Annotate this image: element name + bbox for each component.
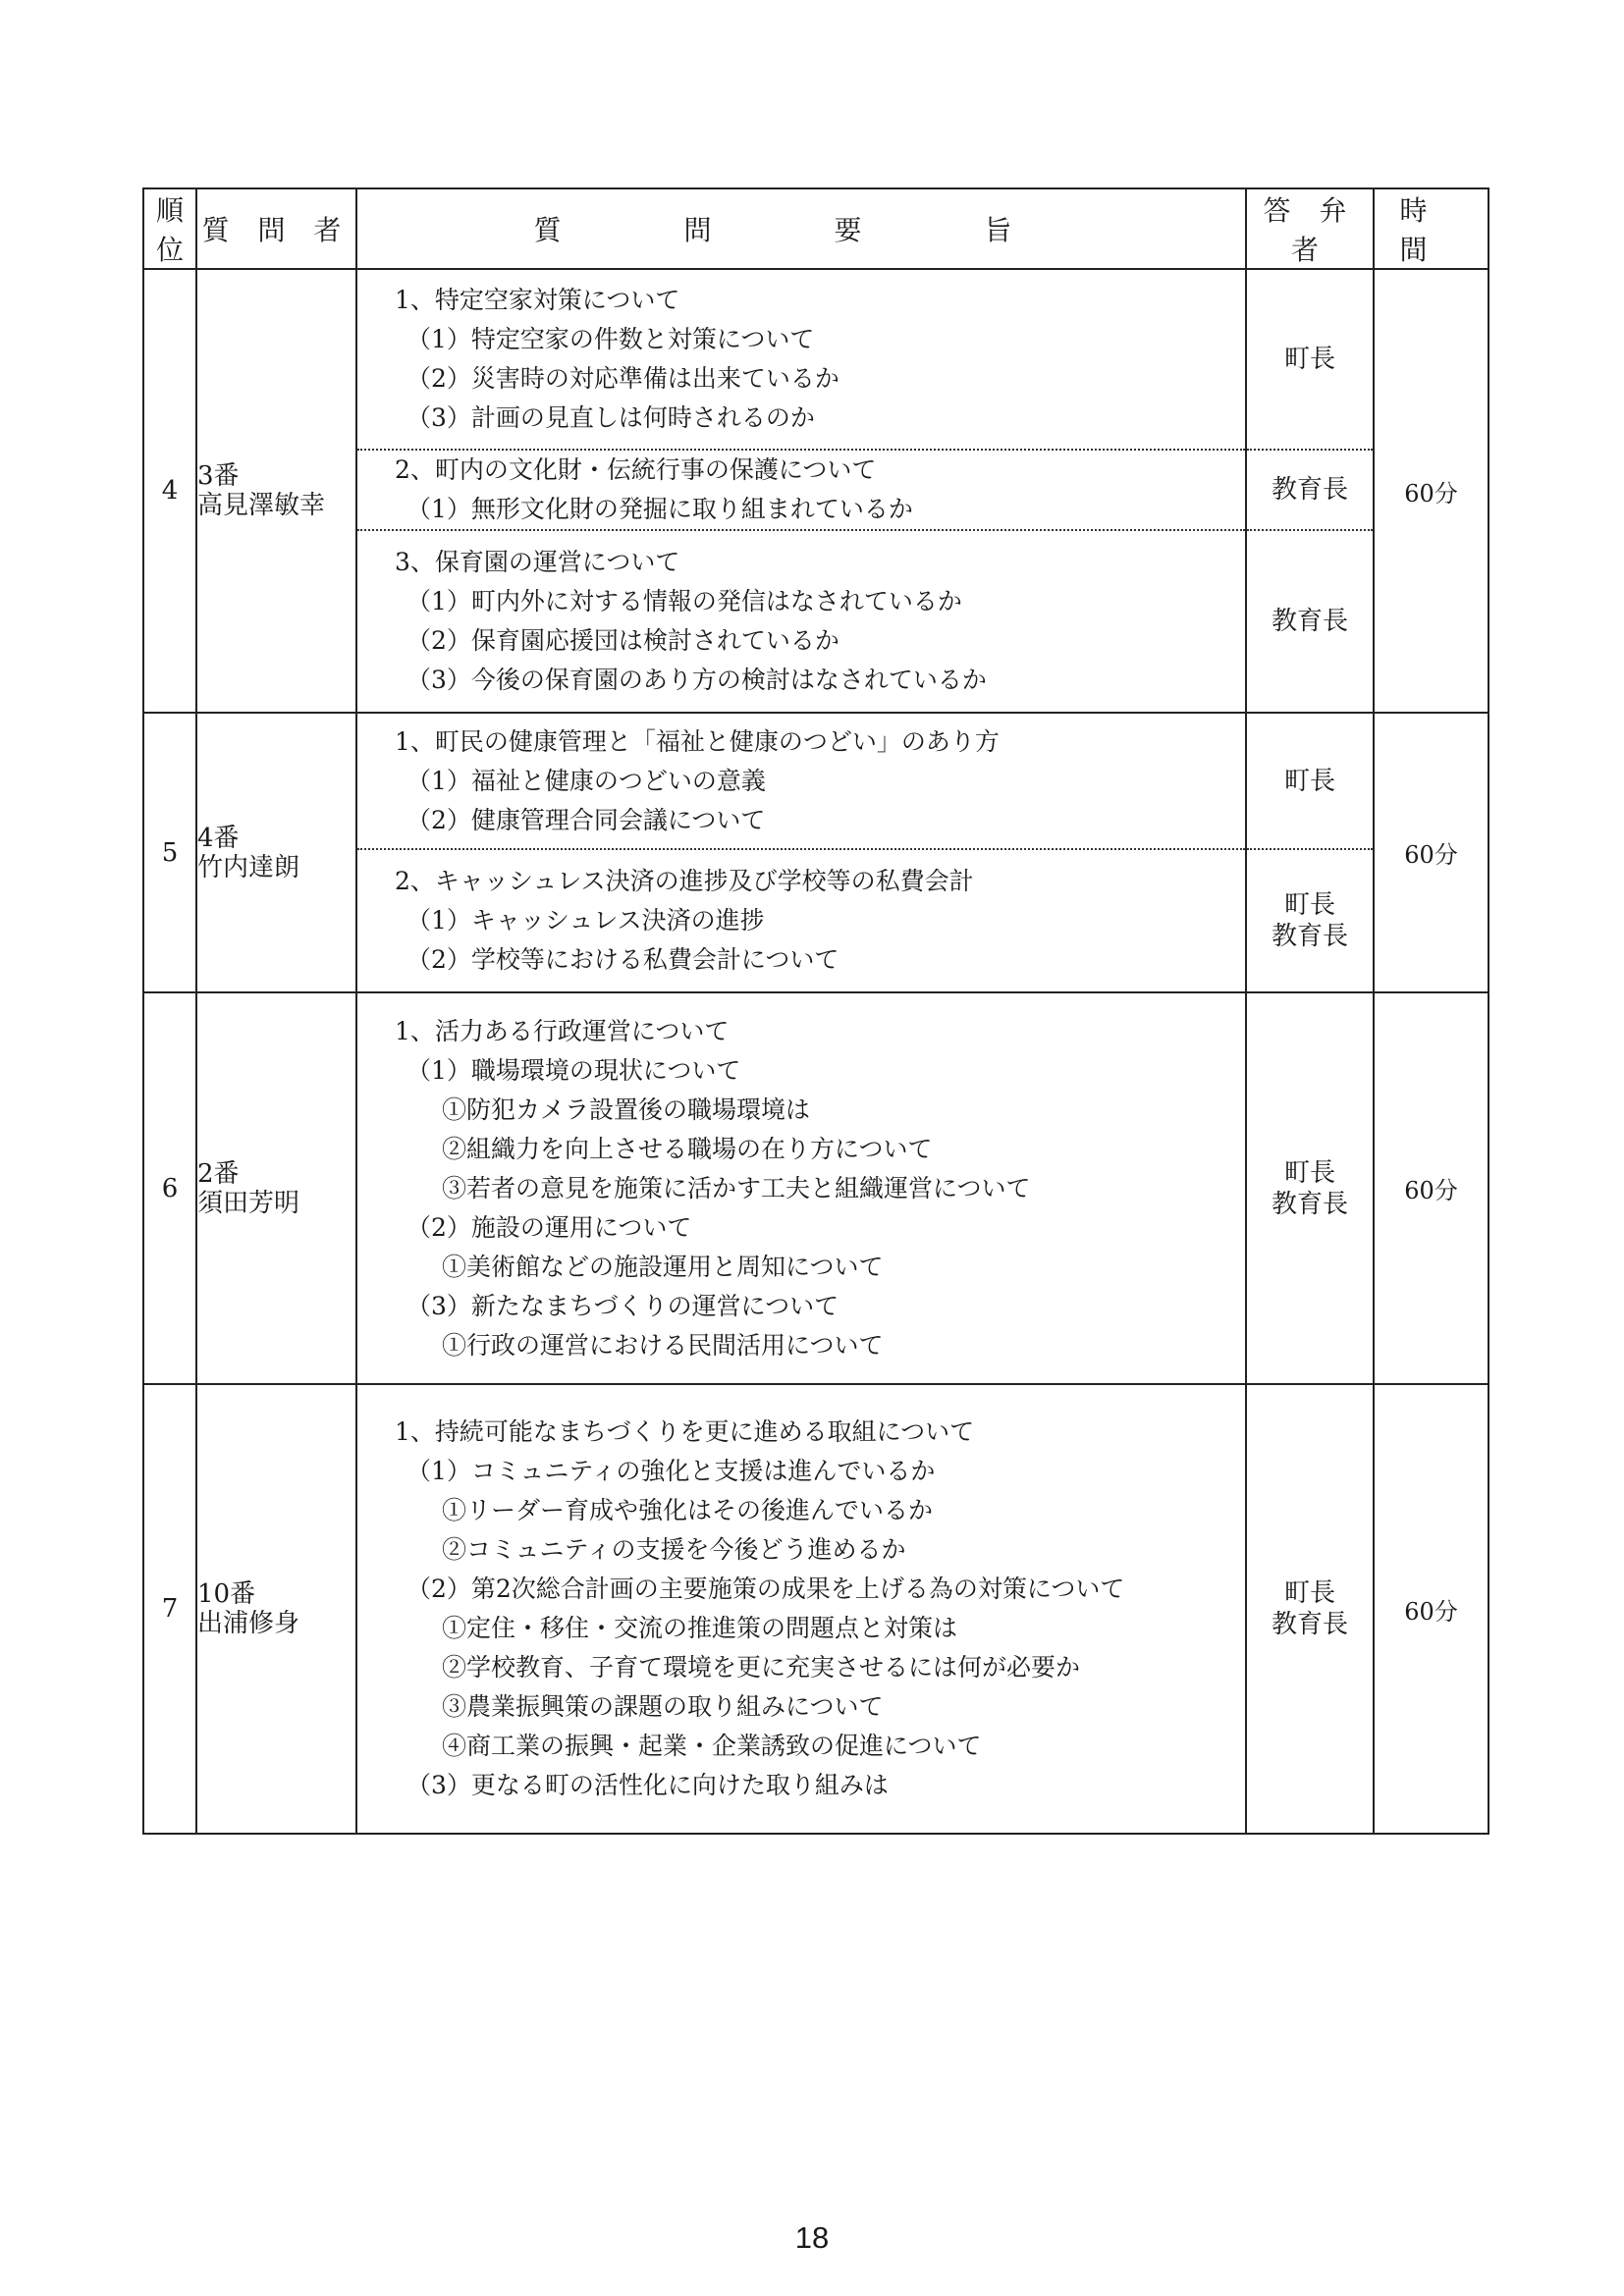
topic-subitem: （2）施設の運用について: [406, 1212, 692, 1242]
topic-title: 1、特定空家対策について: [395, 286, 680, 314]
table-row: [143, 713, 1489, 992]
questioner-cell: [196, 992, 356, 1384]
topic-subitem: （1）無形文化財の発掘に取り組まれているか: [406, 495, 913, 523]
topic-subitem: ②コミュニティの支援を今後どう進めるか: [442, 1535, 906, 1564]
question-topic: [357, 848, 1245, 991]
time-cell: 60分: [1374, 992, 1489, 1384]
header-time: 時 間: [1374, 188, 1489, 269]
topic-subitem: （2）災害時の対応準備は出来ているか: [406, 364, 839, 393]
rank-cell: 4: [143, 269, 196, 713]
table-row: [143, 1384, 1489, 1834]
answerer-name: 教育長: [1247, 449, 1373, 529]
rank-cell: 7: [143, 1384, 196, 1834]
time-cell: 60分: [1374, 269, 1489, 713]
topic-subitem: （1）コミュニティの強化と支援は進んでいるか: [406, 1457, 936, 1485]
question-topic: [357, 270, 1245, 449]
table-row: [143, 992, 1489, 1384]
question-topic: [357, 993, 1245, 1383]
page-number: 18: [794, 2220, 830, 2255]
rank-cell: 6: [143, 992, 196, 1384]
table-body: [143, 269, 1489, 1834]
topic-subitem: ②組織力を向上させる職場の在り方について: [442, 1134, 933, 1163]
rank-cell: 5: [143, 713, 196, 992]
answerer-cell: [1246, 269, 1374, 713]
topic-subitem: ①行政の運営における民間活用について: [442, 1330, 884, 1360]
topic-subitem: ①定住・移住・交流の推進策の問題点と対策は: [442, 1614, 958, 1642]
questioner-cell: [196, 269, 356, 713]
topic-subitem: ①リーダー育成や強化はその後進んでいるか: [442, 1496, 934, 1524]
topic-subitem: ③農業振興策の課題の取り組みについて: [442, 1692, 884, 1721]
questioner-name: 竹内達朗: [197, 852, 300, 882]
topic-subitem: （3）更なる町の活性化に向けた取り組みは: [406, 1771, 889, 1799]
header-questioner: 質 問 者: [196, 188, 356, 269]
topic-title: 1、活力ある行政運営について: [395, 1016, 730, 1045]
answerer-cell: [1246, 992, 1374, 1384]
answerer-name: 町長 教育長: [1271, 1578, 1348, 1639]
question-gist-cell: [356, 713, 1246, 992]
time-cell: 60分: [1374, 713, 1489, 992]
topic-subitem: （2）第2次総合計画の主要施策の成果を上げる為の対策について: [406, 1575, 1125, 1603]
topic-subitem: ①防犯カメラ設置後の職場環境は: [442, 1095, 811, 1124]
topic-title: 2、町内の文化財・伝統行事の保護について: [395, 455, 877, 484]
topic-title: 1、持続可能なまちづくりを更に進める取組について: [395, 1417, 975, 1446]
topic-subitem: ③若者の意見を施策に活かす工夫と組織運営について: [442, 1173, 1031, 1202]
header-answerer: 答 弁 者: [1246, 188, 1374, 269]
questioner-name: 出浦修身: [197, 1609, 300, 1638]
question-topic: [357, 449, 1245, 529]
answerer-name: 町長 教育長: [1247, 848, 1373, 991]
questioner-seat-number: 10番: [197, 1579, 256, 1609]
question-gist-cell: [356, 269, 1246, 713]
table-row: [143, 269, 1489, 713]
question-gist-cell: [356, 1384, 1246, 1834]
header-question-gist: 質 問 要 旨: [356, 188, 1246, 269]
questioner-name: 須田芳明: [197, 1188, 300, 1218]
topic-subitem: ①美術館などの施設運用と周知について: [442, 1252, 884, 1281]
questioner-cell: [196, 1384, 356, 1834]
question-topic: [357, 529, 1245, 712]
header-rank: 順位: [143, 188, 196, 269]
questioner-name: 高見澤敏幸: [197, 491, 326, 520]
topic-title: 1、町民の健康管理と「福祉と健康のつどい」のあり方: [395, 726, 1000, 756]
topic-subitem: （1）職場環境の現状について: [406, 1055, 741, 1085]
topic-title: 3、保育園の運営について: [395, 548, 680, 576]
topic-subitem: （3）今後の保育園のあり方の検討はなされているか: [406, 666, 987, 694]
topic-subitem: （3）新たなまちづくりの運営について: [406, 1291, 839, 1320]
topic-subitem: （2）健康管理合同会議について: [406, 805, 766, 834]
topic-subitem: （1）福祉と健康のつどいの意義: [406, 766, 766, 795]
questioner-cell: [196, 713, 356, 992]
question-topic: [357, 714, 1245, 848]
topic-subitem: ④商工業の振興・起業・企業誘致の促進について: [442, 1732, 982, 1760]
topic-subitem: ②学校教育、子育て環境を更に充実させるには何が必要か: [442, 1653, 1081, 1682]
questioner-seat-number: 2番: [197, 1158, 240, 1189]
answerer-name: 町長: [1283, 766, 1335, 796]
topic-subitem: （2）保育園応援団は検討されているか: [406, 626, 839, 655]
answerer-cell: [1246, 1384, 1374, 1834]
topic-subitem: （2）学校等における私費会計について: [406, 945, 839, 974]
topic-subitem: （1）キャッシュレス決済の進捗: [406, 906, 765, 934]
questioner-seat-number: 4番: [197, 823, 240, 853]
topic-subitem: （1）町内外に対する情報の発信はなされているか: [406, 587, 962, 615]
answerer-name: 教育長: [1247, 529, 1373, 712]
topic-subitem: （3）計画の見直しは何時されるのか: [406, 403, 815, 432]
question-gist-cell: [356, 992, 1246, 1384]
answerer-name: 町長 教育長: [1271, 1157, 1348, 1219]
topic-subitem: （1）特定空家の件数と対策について: [406, 325, 815, 353]
table-header-row: [143, 188, 1489, 269]
question-topic: [357, 1385, 1245, 1833]
answerer-cell: [1246, 713, 1374, 992]
question-schedule-table: [142, 187, 1489, 1835]
topic-title: 2、キャッシュレス決済の進捗及び学校等の私費会計: [395, 867, 974, 895]
answerer-name: 町長: [1283, 345, 1335, 374]
questioner-seat-number: 3番: [197, 461, 240, 491]
time-cell: 60分: [1374, 1384, 1489, 1834]
